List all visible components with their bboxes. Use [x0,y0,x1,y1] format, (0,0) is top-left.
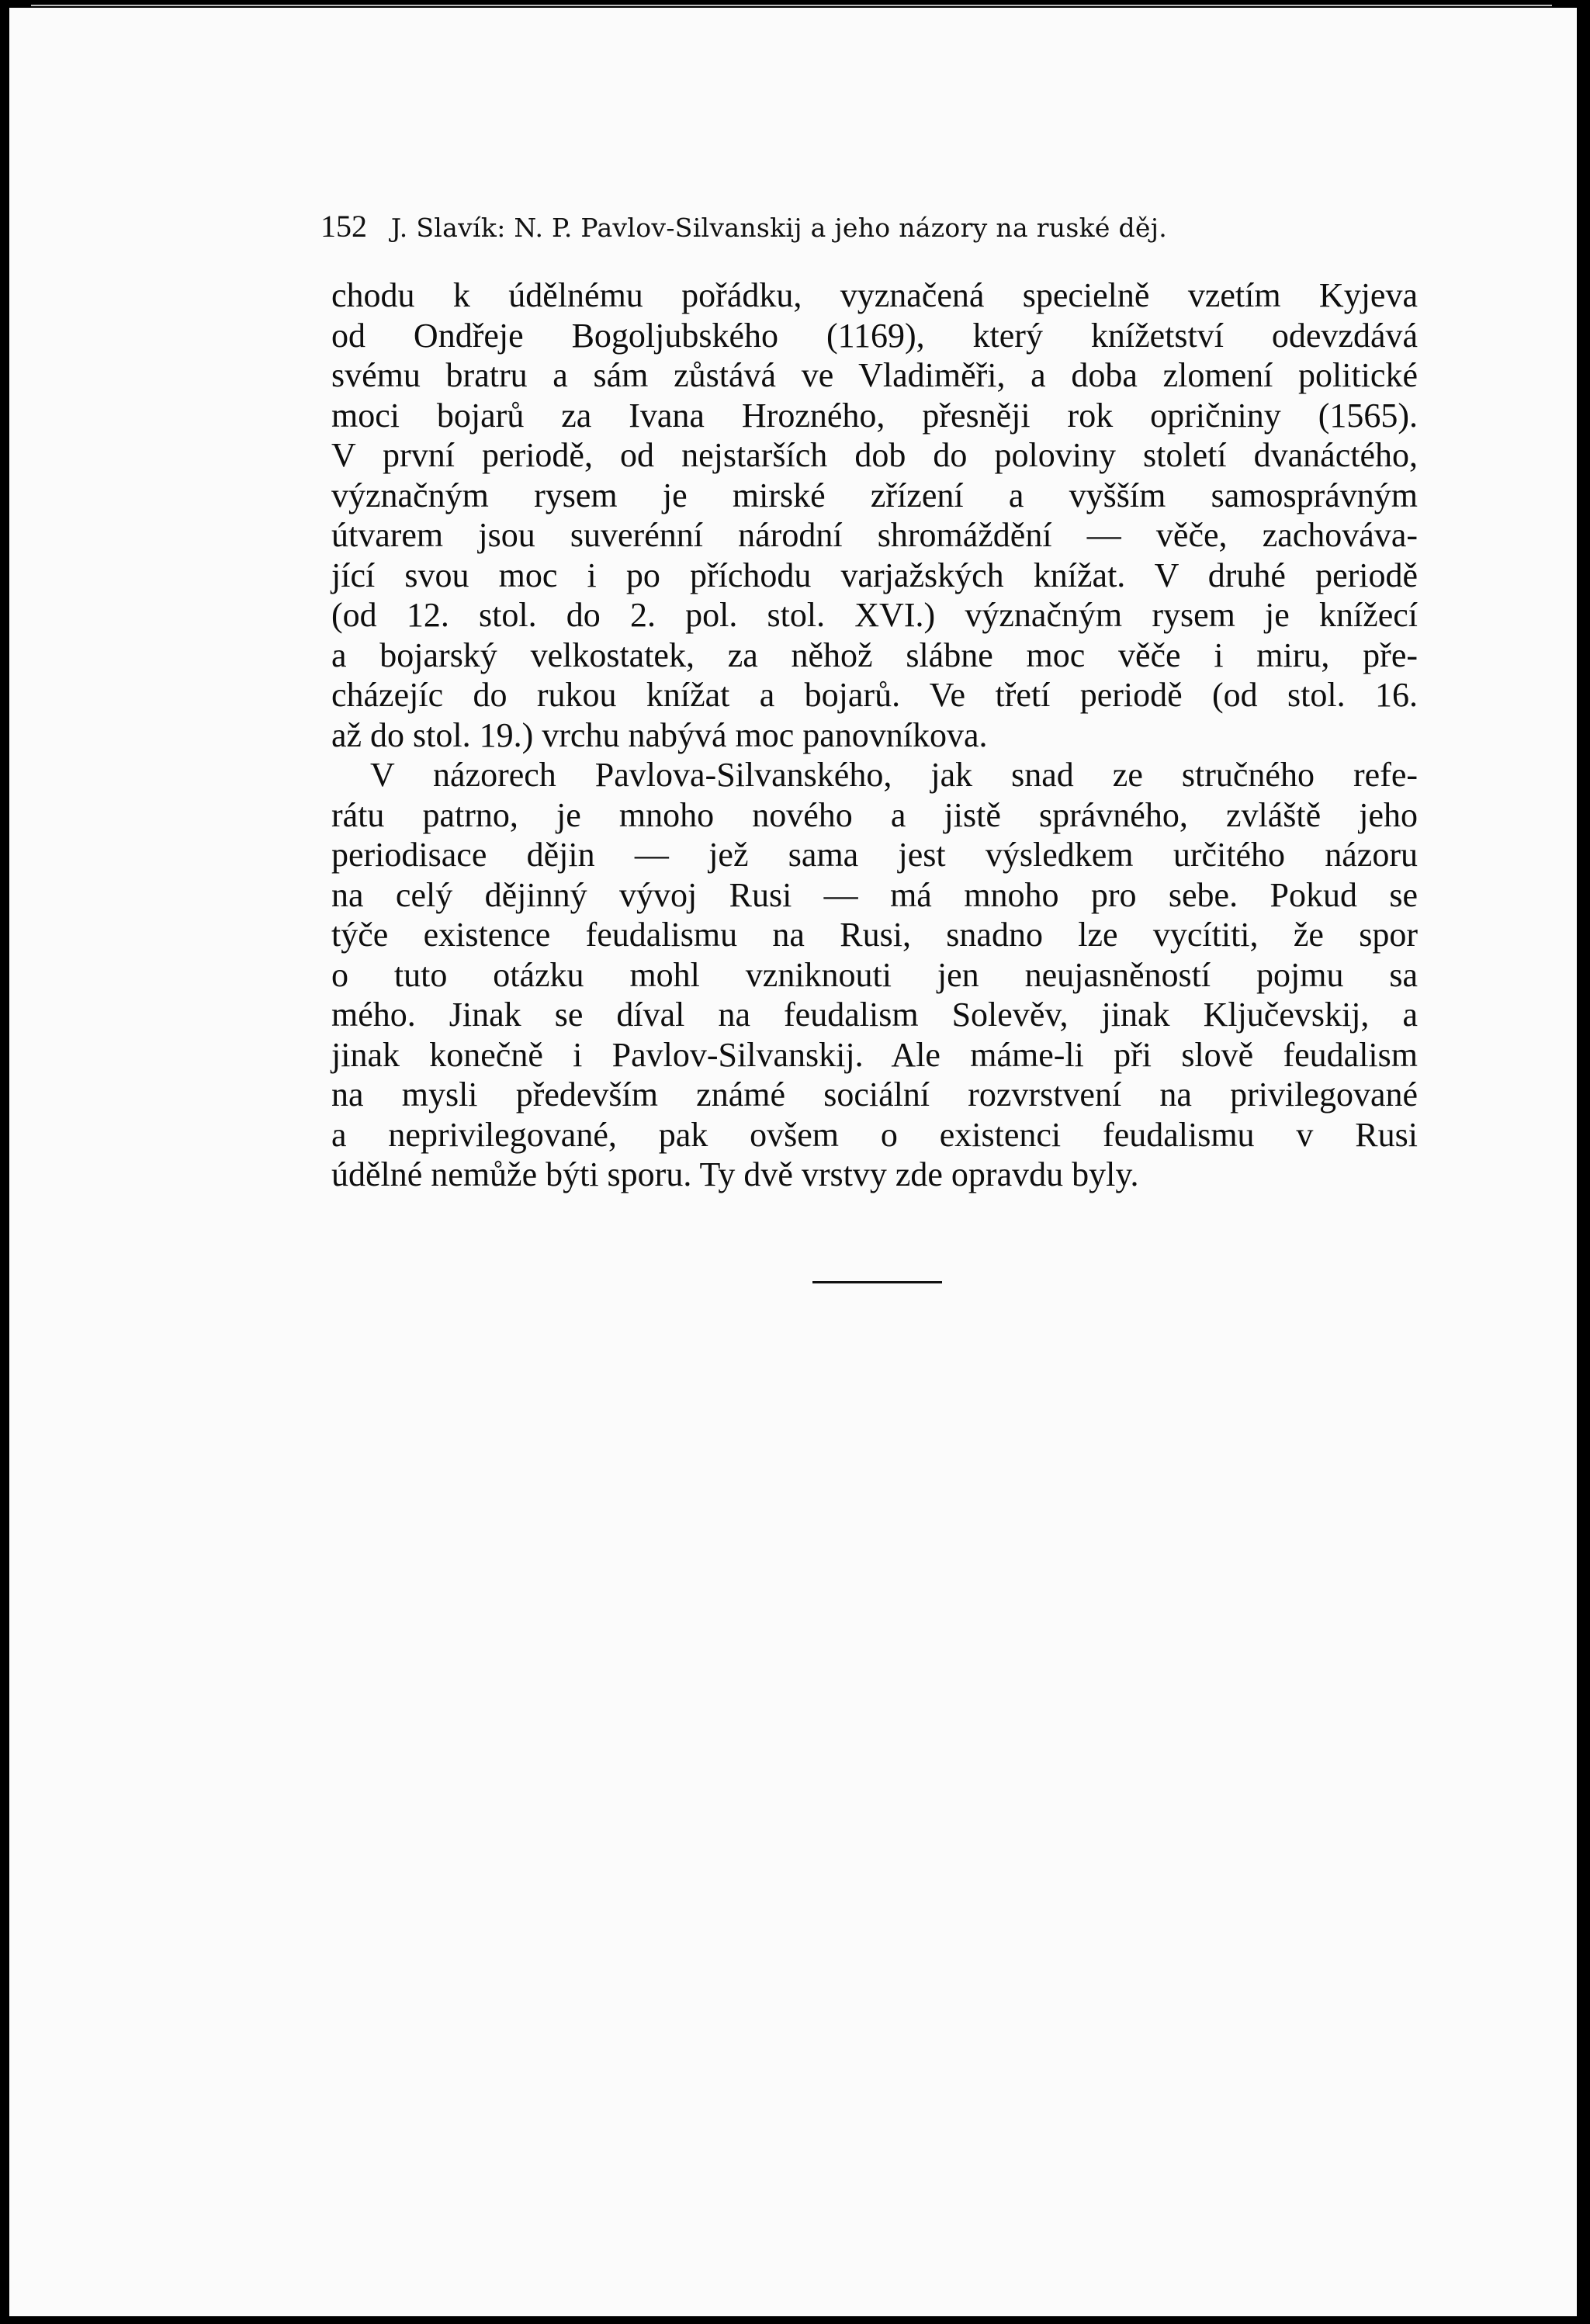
text-line: až do stol. 19.) vrchu nabývá moc panovníkova. [331,715,988,754]
text-line: V první periodě, od nejstarších dob do poloviny století dvanáctého, [331,436,1418,474]
body-text [331,275,1418,1195]
text-line: moci bojarů za Ivana Hrozného, přesněji rok opričniny (1565). [331,396,1418,435]
text-line: od Ondřeje Bogoljubského (1169), který knížetství odevzdává [331,316,1418,355]
text-line: svému bratru a sám zůstává ve Vladiměři, a doba zlomení politické [331,356,1418,394]
text-line: jinak konečně i Pavlov-Silvanskij. Ale máme-li při slově feudalism [331,1035,1418,1074]
top-edge-line [31,5,1552,6]
text-line: chodu k údělnému pořádku, vyznačená specielně vzetím Kyjeva [331,276,1418,314]
paragraph [331,275,1418,755]
text-line: a bojarský velkostatek, za něhož slábne moc věče i miru, pře- [331,636,1418,674]
section-end-rule [812,1281,942,1283]
running-title: J. Slavík: N. P. Pavlov-Silvanskij a jeho názory na ruské děj. [390,213,1168,243]
text-line: o tuto otázku mohl vzniknouti jen neujasněností pojmu sa [331,955,1418,994]
text-line: údělné nemůže býti sporu. Ty dvě vrstvy zde opravdu byly. [331,1155,1139,1193]
text-line: mého. Jinak se díval na feudalism Solevěv, jinak Ključevskij, a [331,996,1418,1034]
text-line: cházejíc do rukou knížat a bojarů. Ve třetí periodě (od stol. 16. [331,676,1418,714]
text-line: rátu patrno, je mnoho nového a jistě správného, zvláště jeho [331,795,1418,834]
text-line: na celý dějinný vývoj Rusi — má mnoho pro sebe. Pokud se [331,875,1418,914]
text-line: (od 12. stol. do 2. pol. stol. XVI.) význačným rysem je knížecí [331,596,1418,634]
page-number: 152 [320,209,367,244]
text-line: význačným rysem je mirské zřízení a vyšším samosprávným [331,476,1418,514]
paragraph [331,755,1418,1195]
text-line: útvarem jsou suverénní národní shromáždění — věče, zachováva- [331,516,1418,554]
page-header [320,208,1430,247]
text-line: týče existence feudalismu na Rusi, snadno lze vycítiti, že spor [331,916,1418,954]
text-line: a neprivilegované, pak ovšem o existenci feudalismu v Rusi [331,1115,1418,1154]
text-line: jící svou moc i po příchodu varjažských knížat. V druhé periodě [331,556,1418,594]
text-line: V názorech Pavlova-Silvanského, jak snad ze stručného refe- [370,756,1418,794]
text-line: na mysli především známé sociální rozvrstvení na privilegované [331,1075,1418,1114]
text-line: periodisace dějin — jež sama jest výsledkem určitého názoru [331,836,1418,874]
